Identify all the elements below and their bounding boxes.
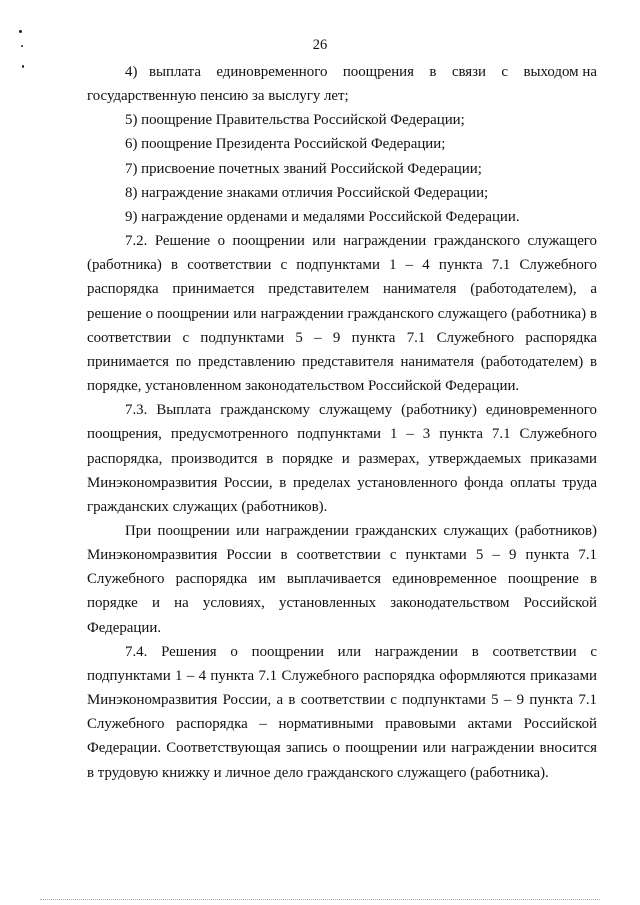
paragraph-item-7: 7) присвоение почетных званий Российской Федерации; bbox=[125, 160, 482, 177]
document-body bbox=[87, 60, 597, 785]
scan-speck bbox=[22, 65, 24, 68]
scan-edge-noise bbox=[40, 899, 600, 902]
paragraph-item-4: 4) выплата единовременного поощрения в связи с выходом на государственную пенсию за выслугу лет; bbox=[87, 64, 597, 105]
paragraph-item-6: 6) поощрение Президента Российской Федерации; bbox=[125, 136, 446, 153]
page-number: 26 bbox=[312, 37, 328, 53]
paragraph-7-2: 7.2. Решение о поощрении или награждении гражданского служащего (работника) в соответствии с подпунктами 1 – 4 пункта 7.1 Служебного распорядка принимается представителем нанимателя (работодателем), а решение о поощрении или награждении гражданского служащего (работника) в соответствии с подпунктами 5 – 9 пункта 7.1 Служебного распорядка принимается по представлению представителя нанимателя (работодателем) в порядке, установленном законодательством Российской Федерации. bbox=[87, 233, 597, 395]
paragraph-item-5: 5) поощрение Правительства Российской Федерации; bbox=[125, 112, 465, 129]
scan-speck bbox=[19, 30, 22, 33]
paragraph-item-8: 8) награждение знаками отличия Российской Федерации; bbox=[125, 184, 489, 201]
paragraph-7-4: 7.4. Решения о поощрении или награждении в соответствии с подпунктами 1 – 4 пункта 7.1 Служебного распорядка оформляются приказами Минэкономразвития России, а в соответствии с подпунктами 5 – 9 пункта 7.1 Служебного распорядка – нормативными правовыми актами Российской Федерации. Соответствующая запись о поощрении или награждении вносится в трудовую книжку и личное дело гражданского служащего (работника). bbox=[87, 643, 597, 781]
paragraph-item-9: 9) награждение орденами и медалями Российской Федерации. bbox=[125, 208, 520, 225]
paragraph-7-3-continued: При поощрении или награждении гражданских служащих (работников) Минэкономразвития России в соответствии с пунктами 5 – 9 пункта 7.1 Служебного распорядка им выплачивается единовременное поощрение в порядке и на условиях, установленных законодательством Российской Федерации. bbox=[87, 522, 597, 636]
paragraph-7-3: 7.3. Выплата гражданскому служащему (работнику) единовременного поощрения, предусмотренного подпунктами 1 – 3 пункта 7.1 Служебного распорядка, производится в порядке и размерах, утверждаемых приказами Минэкономразвития России, в пределах установленного фонда оплаты труда гражданских служащих (работников). bbox=[87, 402, 597, 515]
